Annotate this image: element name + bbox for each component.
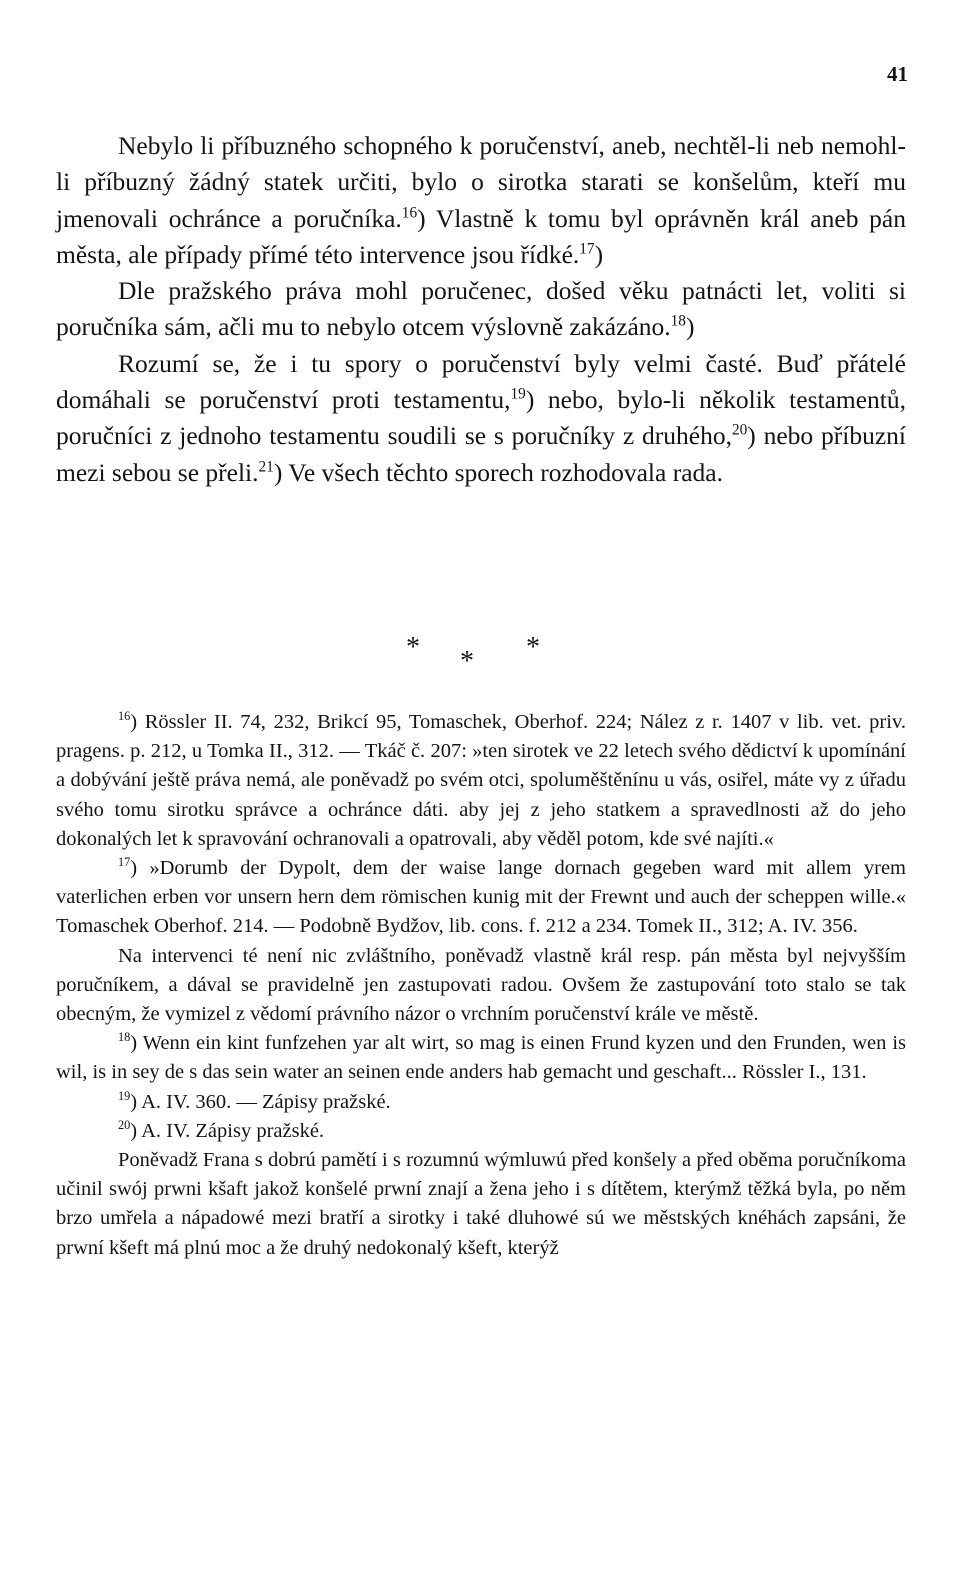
body-paragraph <box>56 346 906 491</box>
footnote <box>56 708 906 854</box>
text-run: Na intervenci té není nic zvláštního, poněvadž vlastně král resp. pán města byl nejvyšším poručníkem, a dával se pravidelně jen zastupovati radou. Ovšem že zastupování toto stalo se tak obecným, že vymizel z vědomí právního názor o vrchním poručenství krále ve městě. <box>56 944 906 1026</box>
text-run: ) nebo příbuzní mezi sebou se přeli. <box>56 421 906 487</box>
asterisk: * <box>526 632 540 663</box>
text-run: ) Vlastně k tomu byl oprávněn král aneb pán města, ale případy přímé této intervence jsou řídké. <box>56 203 906 269</box>
text-run: ) nebo, bylo-li několik testamentů, poručníci z jednoho testamentu soudili se s poručníky z druhého, <box>56 385 907 451</box>
text-run: ) »Dorumb der Dypolt, dem der waise lange dornach gegeben ward mit allem yrem vaterlichen erben vor unsern hern dem römischen kunig mit der Frewnt und auch der scheppen wille.« Tomaschek Oberhof. 214. — Podobně Bydžov, lib. cons. f. 212 a 234. Tomek II., 312; A. IV. 356. <box>56 857 906 938</box>
text-run: ) A. IV. Zápisy pražské. <box>130 1119 325 1142</box>
footnote <box>56 1029 906 1087</box>
section-separator <box>0 632 960 677</box>
text-run: ) <box>594 239 604 269</box>
footnote <box>56 942 906 1030</box>
footnote-marker: 17 <box>579 240 595 258</box>
footnote-marker: 20 <box>731 421 748 439</box>
footnote-marker: 18 <box>118 1030 131 1045</box>
text-run: ) Wenn ein kint funfzehen yar alt wirt, so mag is einen Frund kyzen und den Frunden, wen is wil, is in sey de s das sein water an seinen ende anders hab gemacht und geschaft... Rössler I., 131. <box>56 1032 906 1084</box>
footnote-marker: 19 <box>118 1088 131 1103</box>
main-text <box>56 128 906 491</box>
footnote-marker: 20 <box>118 1118 131 1133</box>
footnote-marker: 16 <box>118 709 131 724</box>
asterisk: * <box>406 632 420 663</box>
footnote <box>56 1117 906 1146</box>
footnote <box>56 1088 906 1117</box>
body-paragraph <box>56 273 906 346</box>
text-run: ) <box>685 312 695 342</box>
text-run: Nebylo li příbuzného schopného k poručenství, aneb, nechtěl-li neb nemohl-li příbuzný žádný statek určiti, bylo o sirotka starati se konšelům, kteří mu jmenovali ochránce a poručníka. <box>56 131 906 233</box>
text-run: ) Ve všech těchto sporech rozhodovala rada. <box>273 457 723 487</box>
footnote-marker: 18 <box>670 312 686 330</box>
text-run: Rozumí se, že i tu spory o poručenství byly velmi časté. Buď přátelé domáhali se poručenství proti testamentu, <box>56 348 906 415</box>
text-run: Dle pražského práva mohl poručenec, došed věku patnácti let, voliti si poručníka sám, ačli mu to nebylo otcem výslovně zakázáno. <box>56 276 906 342</box>
asterisk: * <box>460 646 474 677</box>
footnotes <box>56 708 906 1263</box>
footnote-marker: 16 <box>401 204 418 222</box>
footnote-marker: 19 <box>510 385 526 403</box>
body-paragraph <box>56 128 906 273</box>
footnote <box>56 854 906 942</box>
footnote-marker: 21 <box>258 458 274 476</box>
text-run: ) Rössler II. 74, 232, Brikcí 95, Tomaschek, Oberhof. 224; Nález z r. 1407 v lib. vet. priv. pragens. p. 212, u Tomka II., 312. — Tkáč č. 207: »ten sirotek ve 22 letech svého dědictví k upomínání a dobývání ještě práva nemá, ale poněvadž po svém otci, spoluměštěnínu u vás, osiřel, máte vy z úřadu svého tomu sirotku správce a ochránce dáti. aby jej z jeho statkem a spravedlnosti až do jeho dokonalých let k spravování ochranovali a opatrovali, aby věděl potom, kde své najíti.« <box>56 711 906 850</box>
footnote <box>56 1146 906 1263</box>
text-run: ) A. IV. 360. — Zápisy pražské. <box>130 1090 391 1113</box>
text-run: Poněvadž Frana s dobrú pamětí i s rozumnú wýmluwú před konšely a před oběma poručníkoma učinil swój prwni kšaft jakož konšelé prwní znají a žena jeho i s dítětem, kterýmž těžká byla, po něm brzo umřela a nápadowé mezi bratří a sirotky i také dluhowé sú we městských knéhách zapsáni, že prwní kšeft má plnú moc a že druhý nedokonalý kšeft, kterýž <box>56 1149 906 1259</box>
footnote-marker: 17 <box>118 855 131 870</box>
page-number: 41 <box>887 62 908 86</box>
